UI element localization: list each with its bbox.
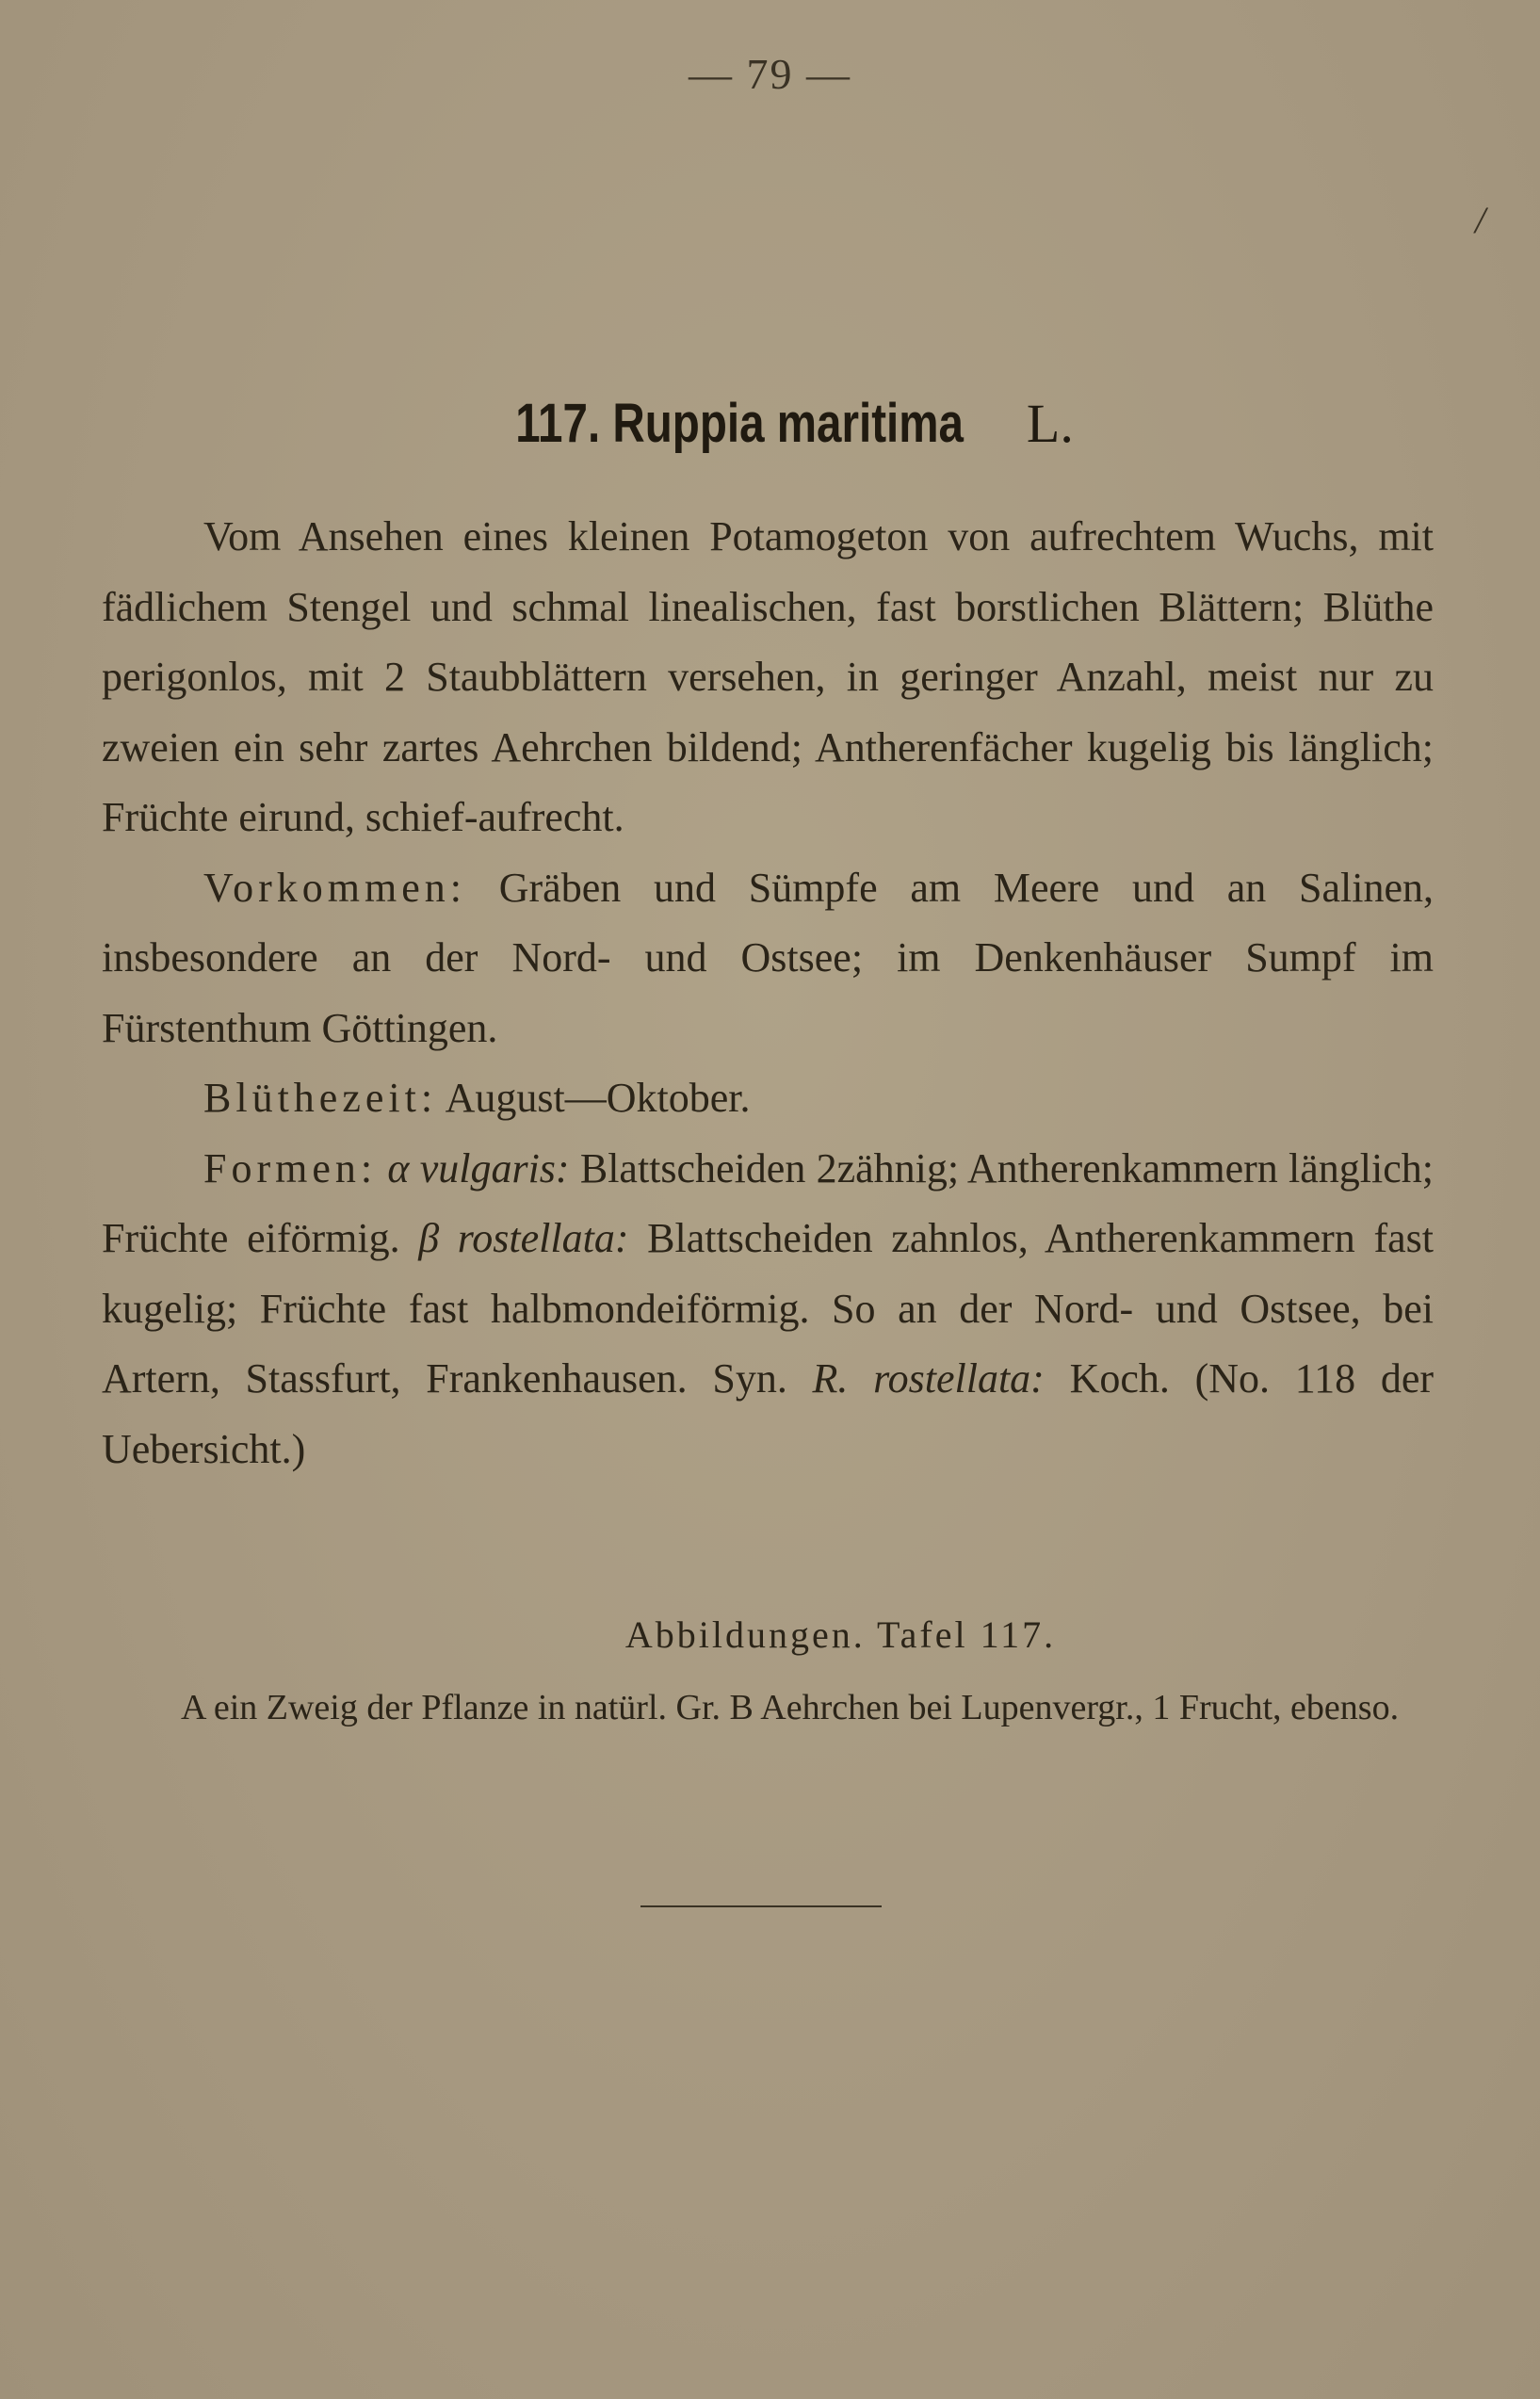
formen-beta-name: β rostellata: bbox=[418, 1215, 629, 1261]
vorkommen-text: Gräben und Sümpfe am Meere und an Salinen, insbesondere an der Nord- und Ostsee; im Denkenhäuser Sumpf im Fürstenthum Göttingen. bbox=[102, 864, 1434, 1051]
page-number: — 79 — bbox=[689, 50, 851, 98]
bluethezeit-text: August—Oktober. bbox=[445, 1075, 751, 1121]
section-divider bbox=[640, 1905, 882, 1907]
figures-caption-block bbox=[102, 1682, 1434, 1733]
synonym-name: R. rostellata: bbox=[812, 1355, 1045, 1402]
vorkommen-paragraph bbox=[102, 853, 1434, 1064]
entry-species-name: 117. Ruppia maritima bbox=[515, 393, 965, 454]
description-paragraph: Vom Ansehen eines kleinen Potamogeton von aufrechtem Wuchs, mit fädlichem Stengel und schmal linealischen, fast borstlichen Blättern; Blüthe perigonlos, mit 2 Staubblättern versehen, in geringer Anzahl, meist nur zu zweien ein sehr zartes Aehrchen bildend; Antherenfächer kugelig bis länglich; Früchte eirund, schief-aufrecht. bbox=[102, 513, 1434, 840]
formen-label: Formen: bbox=[203, 1144, 378, 1191]
bluethezeit-paragraph bbox=[102, 1063, 1434, 1134]
entry-author: L. bbox=[1026, 393, 1074, 454]
entry-body bbox=[102, 502, 1434, 1484]
figures-caption: A ein Zweig der Pflanze in natürl. Gr. B Aehrchen bei Lupenvergr., 1 Frucht, ebenso. bbox=[181, 1688, 1400, 1727]
bluethezeit-label: Blüthezeit: bbox=[203, 1075, 438, 1121]
formen-alpha-name: α vulgaris: bbox=[387, 1144, 570, 1191]
figures-heading: Abbildungen. Tafel 117. bbox=[624, 1613, 1057, 1656]
entry-heading bbox=[0, 391, 1540, 457]
formen-alpha-text: Blattscheiden 2zähnig; Antherenkammern länglich; Früchte eiförmig. bbox=[102, 1144, 1434, 1261]
stray-pencil-mark: / bbox=[1475, 199, 1486, 241]
formen-paragraph bbox=[102, 1134, 1434, 1485]
synonym-rest: Koch. (No. 118 der Uebersicht.) bbox=[102, 1355, 1434, 1472]
vorkommen-label: Vorkommen: bbox=[203, 864, 466, 911]
formen-beta-text: Blattscheiden zahnlos, Antherenkammern fast kugelig; Früchte fast halbmondeiförmig. So an der Nord- und Ostsee, bei Artern, Stassfurt, Frankenhausen. Syn. bbox=[102, 1215, 1434, 1402]
